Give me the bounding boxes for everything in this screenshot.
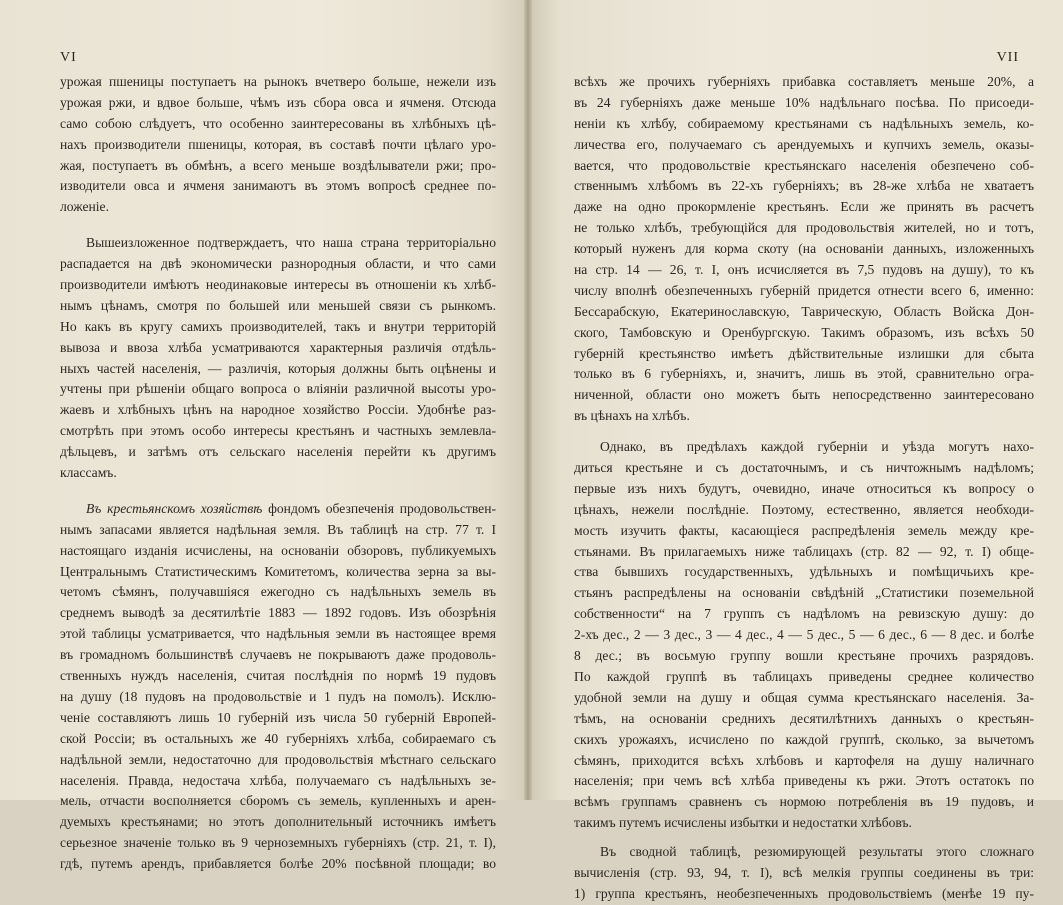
text-line: на душу (18 пудовъ на продовольствіе и 1 пудъ на помолъ). Исклю-: [60, 688, 496, 704]
text-line: дѣльцевъ, и затѣмъ отъ сельскаго населенія перейти къ другимъ: [60, 444, 496, 460]
text-line: сѣмянъ, приходится всѣхъ хлѣбовъ и картофеля на душу наличнаго: [574, 752, 1034, 768]
text-line: который нуженъ для корма скоту (на основаніи данныхъ, изложенныхъ: [574, 241, 1034, 257]
text-line: тѣмъ, на основаніи среднихъ десятилѣтнихъ данныхъ о крестьян-: [574, 710, 1034, 726]
text-line: изводители овса и ячменя занимаютъ въ этомъ вопросѣ среднее по-: [60, 178, 496, 194]
text-line: серьезное значеніе только въ 9 черноземныхъ губерніяхъ (стр. 21, т. I),: [60, 835, 496, 851]
text-line: вычисленія (стр. 93, 94, т. I), всѣ мелкія группы соединены въ три:: [574, 864, 1034, 880]
text-line: Въ сводной таблицѣ, резюмирующей результаты этого сложнаго: [600, 844, 1034, 860]
text-line: Вышеизложенное подтверждаетъ, что наша страна территоріально: [86, 235, 496, 251]
text-line: диться крестьяне и съ достаточнымъ, и съ ничтожнымъ надѣломъ;: [574, 460, 1034, 476]
text-line: губерній крестьянство имѣетъ дѣйствительные излишки для сбыта: [574, 345, 1034, 361]
text-line: 8 дес.; въ восьмую группу вошли крестьяне прочихъ разрядовъ.: [574, 648, 1034, 664]
text-line: мость изучить факты, касающіеся распредѣленія земель между кре-: [574, 522, 1034, 538]
text-line: смотрѣть при этомъ особо интересы крестьянъ и частныхъ землевла-: [60, 423, 496, 439]
text-line-rest: фондомъ обезпеченія продовольствен-: [268, 500, 496, 516]
text-line: первые изъ нихъ будутъ, очевидно, иначе относиться къ вопросу о: [574, 480, 1034, 496]
text-line: жая, поступаетъ въ обмѣнъ, а всего меньше воздѣлыватели ржи; про-: [60, 157, 496, 173]
text-line: стьянами. Въ прилагаемыхъ ниже таблицахъ (стр. 82 — 92, т. I) обще-: [574, 543, 1034, 559]
text-line: ства бывшихъ государственныхъ, удѣльныхъ и помѣщичьихъ кре-: [574, 564, 1034, 580]
text-line: населенія; при чемъ всѣ хлѣба приведены къ ржи. Этотъ остатокъ по: [574, 773, 1034, 789]
right-page: [528, 0, 1063, 901]
text-line: въ цѣнахъ на хлѣбъ.: [574, 408, 690, 424]
text-line: всѣмъ группамъ сравненъ съ нормою потребленія въ 19 пудовъ, и: [574, 794, 1034, 810]
text-line: на стр. 14 — 26, т. I, онъ исчисляется въ 7,5 пудовъ на душу), то къ: [574, 262, 1034, 278]
text-line: нахъ производители пшеницы, которая, въ составѣ почти цѣлаго уро-: [60, 136, 496, 152]
left-page-text: [60, 72, 496, 875]
right-page-text: [574, 72, 1034, 905]
page-number-left: VI: [60, 50, 77, 65]
text-line: распадается на двѣ экономически разнородныя области, и что сами: [60, 256, 496, 272]
text-line: ниченной, области оно можетъ быть непосредственно заинтересовано: [574, 387, 1034, 403]
text-line: стьянъ распредѣлены на основаніи свѣдѣній „Статистики поземельной: [574, 585, 1034, 601]
text-line: Однако, въ предѣлахъ каждой губерніи и уѣзда могутъ нахо-: [600, 439, 1034, 455]
left-page: [0, 0, 528, 872]
text-line: дуемыхъ крестьянами; но этотъ дополнительный источникъ имѣетъ: [60, 814, 496, 830]
text-line: По каждой группѣ въ таблицахъ приведены среднее количество: [574, 668, 1034, 684]
text-line: ложеніе.: [60, 199, 109, 215]
italic-lead: Въ крестьянскомъ хозяйствѣ: [86, 500, 263, 516]
text-line: мель, отчасти восполняется сборомъ съ земель, купленныхъ и арен-: [60, 793, 496, 809]
book-gutter: [524, 0, 532, 800]
text-line: 1) группа крестьянъ, необезпеченныхъ продовольствіемъ (менѣе 19 пу-: [574, 885, 1034, 901]
text-line: только въ 6 губерніяхъ, и, значитъ, лишь въ этой, сравнительно огра-: [574, 366, 1034, 382]
text-line: учтены при рѣшеніи общаго вопроса о вліяніи различной высоты уро-: [60, 381, 496, 397]
text-line: удобной земли на душу и общая сумма крестьянскаго населенія. За-: [574, 689, 1034, 705]
text-line: ныхъ частей населенія, — различія, которыя должны быть оцѣнены и: [60, 360, 496, 376]
text-line: ственнымъ хлѣбомъ въ 22-хъ губерніяхъ; въ 28-же хлѣба не хватаетъ: [574, 178, 1034, 194]
text-line: нымъ запасами является надѣльная земля. Въ таблицѣ на стр. 77 т. I: [60, 521, 496, 537]
text-line: производители имѣютъ неодинаковые интересы въ отношеніи къ хлѣб-: [60, 277, 496, 293]
text-line: ственныхъ нуждъ населенія, считая послѣднія по нормѣ 19 пудовъ: [60, 668, 496, 684]
text-line: не только хлѣбъ, требующійся для продовольствія жителей, но и тотъ,: [574, 220, 1034, 236]
text-line: Но какъ въ кругу самихъ производителей, такъ и внутри территорій: [60, 318, 496, 334]
text-line: урожая пшеницы поступаетъ на рынокъ вчетверо больше, нежели изъ: [60, 74, 496, 89]
text-line: Центральнымъ Статистическимъ Комитетомъ, количества зерна за вы-: [60, 563, 496, 579]
text-line: вается, что продовольствіе крестьянскаго населенія обезпечено соб-: [574, 157, 1034, 173]
text-line: въ 24 губерніяхъ даже меньше 10% надѣльнаго посѣва. По присоеди-: [574, 94, 1034, 110]
text-line: вывоза и ввоза хлѣба усматриваются характерныя различія отдѣль-: [60, 339, 496, 355]
text-line: надѣльной земли, недостаточно для продовольствія мѣстнаго сельскаго: [60, 751, 496, 767]
text-line: четомъ сѣмянъ, получавшіяся ежегодно съ надѣльныхъ земель въ: [60, 584, 496, 600]
text-line: урожая ржи, и вдвое больше, чѣмъ изъ сбора овса и ячменя. Отсюда: [60, 94, 496, 110]
text-line: ской Россіи; въ остальныхъ же 40 губерніяхъ хлѣба, собираемаго съ: [60, 730, 496, 746]
text-line: само собою слѣдуетъ, что особенно заинтересованы въ хлѣбныхъ цѣ-: [60, 115, 496, 131]
text-line: даже на одно прокормленіе крестьянъ. Если же принять въ расчетъ: [574, 199, 1034, 215]
text-line: собственности“ на 7 группъ съ надѣломъ на ревизскую душу: до: [574, 606, 1034, 622]
text-line: [60, 499, 496, 520]
text-line: неніи къ хлѣбу, собираемому крестьянами съ надѣльныхъ земель, ко-: [574, 115, 1034, 131]
text-line: 2-хъ дес., 2 — 3 дес., 3 — 4 дес., 4 — 5 дес., 5 — 6 дес., 6 — 8 дес. и болѣе: [574, 627, 1034, 643]
text-line: жаевъ и хлѣбныхъ цѣнъ на народное хозяйство Россіи. Удобнѣе раз-: [60, 402, 496, 418]
text-line: нымъ цѣнамъ, смотря по большей или меньшей связи съ рынкомъ.: [60, 297, 496, 313]
text-line: среднемъ выводѣ за десятилѣтіе 1883 — 1892 годовъ. Изъ обозрѣнія: [60, 605, 496, 621]
text-line: настоящаго изданія исчислены, на основаніи обзоровъ, публикуемыхъ: [60, 542, 496, 558]
text-line: ского, Тамбовскую и Оренбургскую. Такимъ образомъ, изъ всѣхъ 50: [574, 324, 1034, 340]
text-line: цѣнахъ, нежели послѣдніе. Поэтому, естественно, является необходи-: [574, 501, 1034, 517]
page-number-right: VII: [996, 50, 1019, 65]
text-line: этой таблицы усматривается, что надѣльныя земли въ настоящее время: [60, 626, 496, 642]
text-line: населенія. Правда, недостача хлѣба, получаемаго съ надѣльныхъ зе-: [60, 772, 496, 788]
text-line: всѣхъ же прочихъ губерніяхъ прибавка составляетъ меньше 20%, а: [574, 74, 1034, 89]
text-line: скихъ урожаяхъ, исчислено по каждой группѣ, сколько, за вычетомъ: [574, 731, 1034, 747]
text-line: ченіе составляютъ лишь 10 губерній изъ числа 50 губерній Европей-: [60, 709, 496, 725]
text-line: въ громадномъ большинствѣ случаевъ не покрываютъ даже продоволь-: [60, 647, 496, 663]
text-line: гдѣ, путемъ арендъ, прибавляется болѣе 20% посѣвной площади; во: [60, 856, 496, 872]
text-line: классамъ.: [60, 465, 117, 481]
text-line: личества его, получаемаго съ арендуемыхъ и купчихъ земель, оказы-: [574, 136, 1034, 152]
text-line: Бессарабскую, Екатеринославскую, Таврическую, Область Войска Дон-: [574, 303, 1034, 319]
text-line: числу вполнѣ обезпеченныхъ губерній придется отнести всего 6, именно:: [574, 282, 1034, 298]
text-line: такимъ путемъ исчислены избытки и недостатки хлѣбовъ.: [574, 815, 912, 831]
